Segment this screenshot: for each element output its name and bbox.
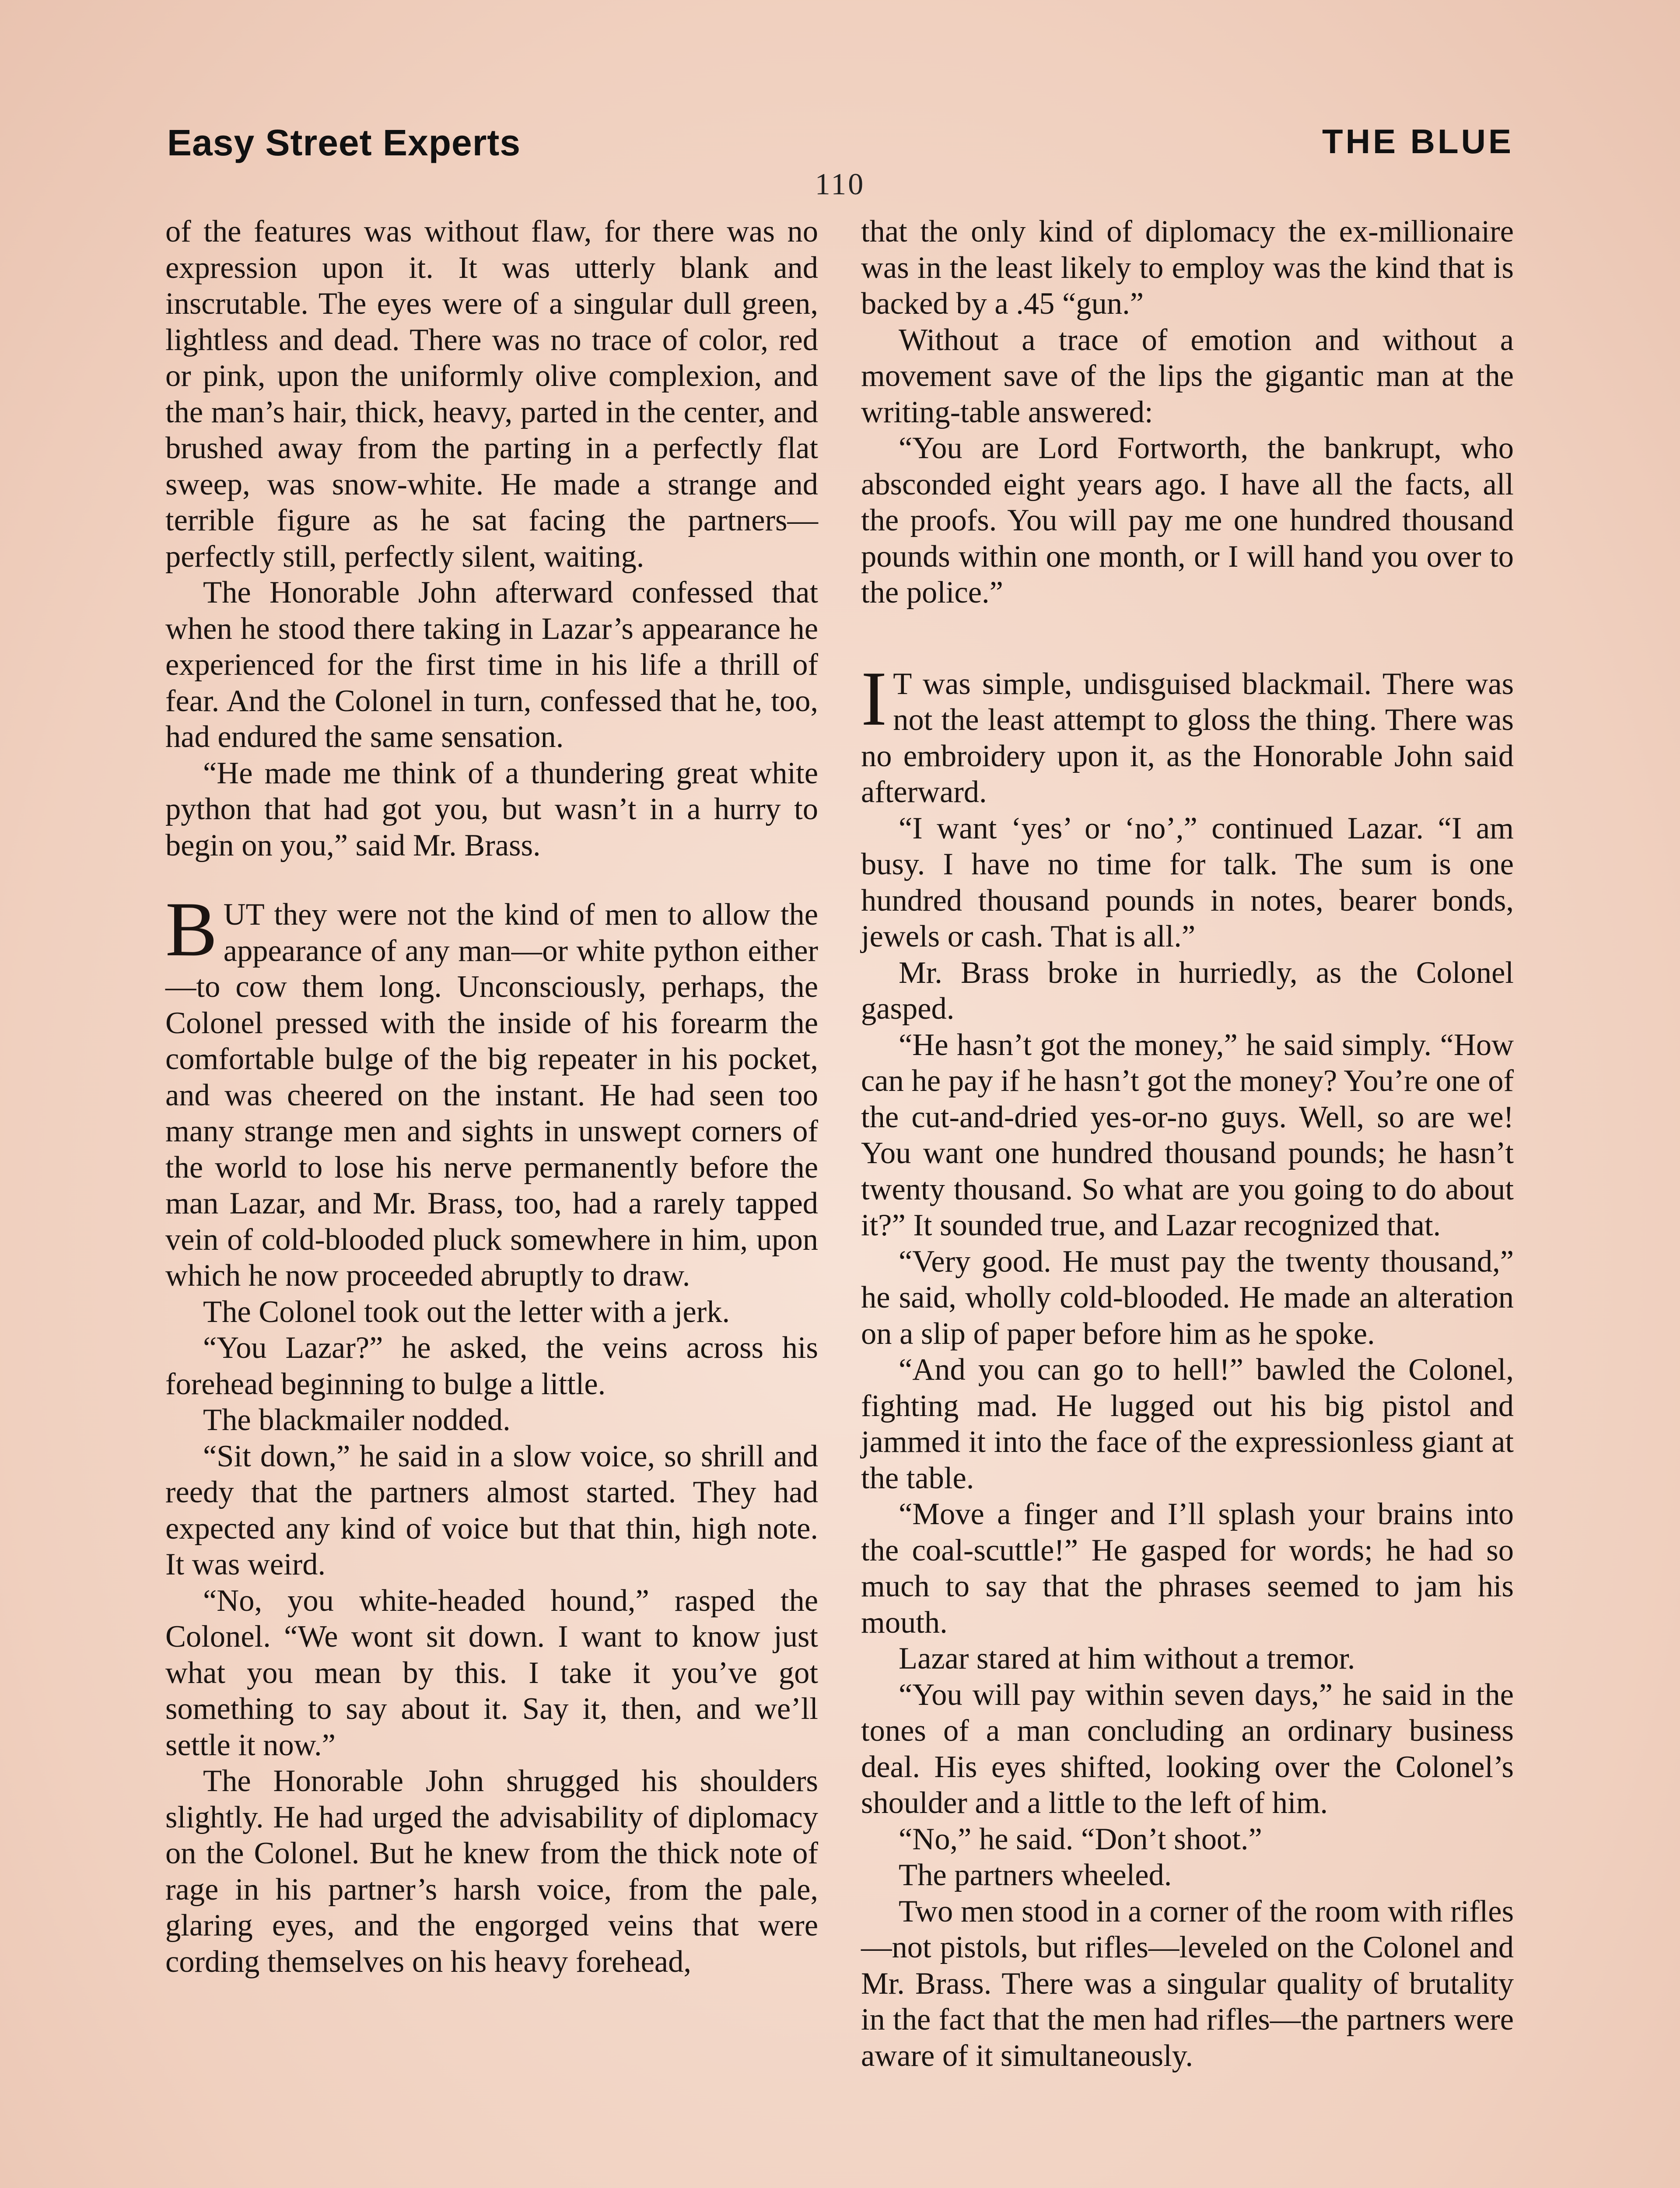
paragraph-dropcap: [165, 886, 818, 1294]
paragraph: “No,” he said. “Don’t shoot.”: [899, 1822, 1262, 1856]
paragraph: Mr. Brass broke in hurriedly, as the Colonel gasped.: [861, 955, 1514, 1026]
paragraph: Without a trace of emotion and without a movement save of the lips the gigantic man at the writing-table answered:: [861, 323, 1514, 429]
paragraph: Two men stood in a corner of the room with rifles—not pistols, but rifles—leveled on the Colonel and Mr. Brass. There was a singular quality of brutality in the fact that the men had rifles—the partners were aware of it simultaneously.: [861, 1894, 1514, 2073]
paragraph: The Honorable John afterward confessed that when he stood there taking in Lazar’s appearance he experienced for the first time in his life a thrill of fear. And the Colonel in turn, confessed that he, too, had endured the same sensation.: [165, 575, 818, 754]
paragraph: The blackmailer nodded.: [203, 1403, 511, 1437]
paragraph: “You Lazar?” he asked, the veins across his forehead beginning to bulge a little.: [165, 1331, 818, 1401]
paragraph: The partners wheeled.: [899, 1858, 1172, 1892]
page-number: 110: [815, 168, 865, 201]
paragraph: “He hasn’t got the money,” he said simply. “How can he pay if he hasn’t got the money? You’re one of the cut-and-dried yes-or-no guys. Well, so are we! You want one hundred thousand pounds; he hasn’t twenty thousand. So what are you going to do about it?” It sounded true, and Lazar recognized that.: [861, 1027, 1514, 1242]
paragraph: “I want ‘yes’ or ‘no’,” continued Lazar. “I am busy. I have no time for talk. The sum is one hundred thousand pounds in notes, bearer bonds, jewels or cash. That is all.”: [861, 811, 1514, 954]
running-title: Easy Street Experts: [167, 122, 521, 163]
paragraph: “Move a finger and I’ll splash your brains into the coal-scuttle!” He gasped for words; he had so much to say that the phrases seemed to jam his mouth.: [861, 1497, 1514, 1640]
paragraph-text: UT they were not the kind of men to allow the appearance of any man—or white python either—to cow them long. Unconsciously, perhaps, the Colonel pressed with the inside of his forearm the comfortable bulge of the big repeater in his pocket, and was cheered on the instant. He had seen too many strange men and sights in unswept corners of the world to lose his nerve permanently before the man Lazar, and Mr. Brass, too, had a rarely tapped vein of cold-blooded pluck somewhere in him, upon which he now proceeded abruptly to draw.: [165, 898, 818, 1293]
right-column: [861, 214, 1514, 2074]
paragraph: of the features was without flaw, for there was no expression upon it. It was utterly blank and inscrutable. The eyes were of a singular dull green, lightless and dead. There was no trace of color, red or pink, upon the uniformly olive complexion, and the man’s hair, thick, heavy, parted in the center, and brushed away from the parting in a perfectly flat sweep, was snow-white. He made a strange and terrible figure as he sat facing the partners—perfectly still, perfectly silent, waiting.: [165, 214, 818, 574]
paragraph: “You will pay within seven days,” he said in the tones of a man concluding an ordinary business deal. His eyes shifted, looking over the Colonel’s shoulder and a little to the left of him.: [861, 1677, 1514, 1820]
drop-cap: B: [165, 886, 217, 972]
left-column: [165, 214, 818, 1980]
paragraph-text: T was simple, undisguised blackmail. There was not the least attempt to gloss the thing. There was no embroidery upon it, as the Honorable John said afterward.: [861, 666, 1514, 809]
paragraph: “Very good. He must pay the twenty thousand,” he said, wholly cold-blooded. He made an alteration on a slip of paper before him as he spoke.: [861, 1244, 1514, 1351]
paragraph: “Sit down,” he said in a slow voice, so shrill and reedy that the partners almost started. They had expected any kind of voice but that thin, high note. It was weird.: [165, 1439, 818, 1581]
paragraph-dropcap: [861, 655, 1514, 810]
paragraph: The Honorable John shrugged his shoulders slightly. He had urged the advisability of diplomacy on the Colonel. But he knew from the thick note of rage in his partner’s harsh voice, from the pale, glaring eyes, and the engorged veins that were cording themselves on his heavy forehead,: [165, 1764, 818, 1979]
paragraph: “He made me think of a thundering great white python that had got you, but wasn’t in a hurry to begin on you,” said Mr. Brass.: [165, 756, 818, 863]
drop-cap: I: [861, 655, 887, 742]
paragraph: that the only kind of diplomacy the ex-millionaire was in the least likely to employ was the kind that is backed by a .45 “gun.”: [861, 214, 1514, 321]
paragraph: “No, you white-headed hound,” rasped the Colonel. “We wont sit down. I want to know just what you mean by this. I take it you’ve got something to say about it. Say it, then, and we’ll settle it now.”: [165, 1583, 818, 1762]
paragraph: The Colonel took out the letter with a jerk.: [203, 1294, 730, 1329]
paragraph: Lazar stared at him without a tremor.: [899, 1641, 1355, 1676]
paragraph: “And you can go to hell!” bawled the Colonel, fighting mad. He lugged out his big pistol and jammed it into the face of the expressionless giant at the table.: [861, 1353, 1514, 1495]
magazine-title: THE BLUE: [1322, 122, 1514, 161]
paragraph: “You are Lord Fortworth, the bankrupt, who absconded eight years ago. I have all the facts, all the proofs. You will pay me one hundred thousand pounds within one month, or I will hand you over to the police.”: [861, 431, 1514, 610]
